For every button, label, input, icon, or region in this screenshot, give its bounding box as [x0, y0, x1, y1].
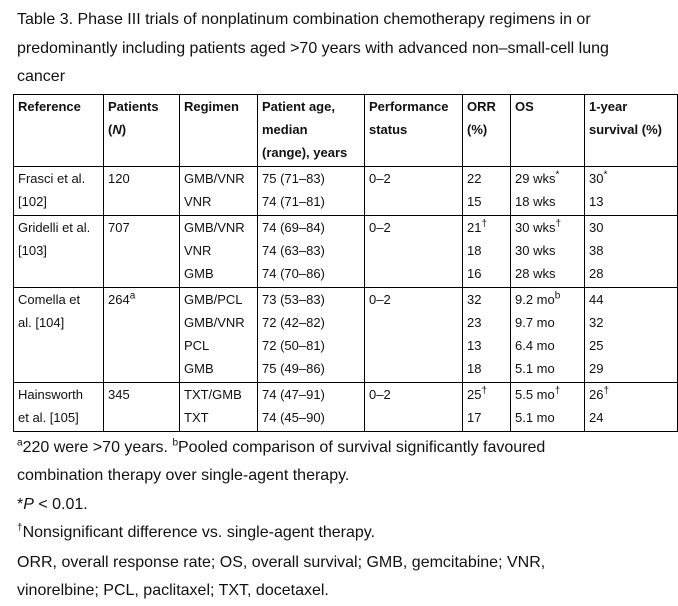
table-row	[14, 287, 678, 382]
table-row	[14, 166, 678, 215]
reference-cell: Hainsworth et al. [105]	[14, 382, 104, 431]
survival-cell: 30 38 28	[585, 215, 678, 287]
header-row	[14, 94, 678, 166]
header-regimen: Regimen	[180, 94, 258, 166]
reference-cell: Gridelli et al. [103]	[14, 215, 104, 287]
footnotes	[17, 434, 672, 606]
table-row	[14, 215, 678, 287]
header-survival: 1-year survival (%)	[585, 94, 678, 166]
patients-cell: 264$^a$	[104, 287, 180, 382]
os-cell: 9.2 $mo^b$ 9.7 mo 6.4 mo 5.1 mo	[511, 287, 585, 382]
regimen-cell: TXT/GMB TXT	[180, 382, 258, 431]
patients-cell: 707	[104, 215, 180, 287]
performance-cell: 0–2	[365, 382, 463, 431]
os-cell: 29 wks* 18 wks	[511, 166, 585, 215]
table-caption	[17, 6, 672, 92]
survival-cell: 26† 24	[585, 382, 678, 431]
caption-line: Table 3. Phase III trials of nonplatinum combination chemotherapy regimens in or	[17, 11, 591, 28]
orr-cell: 22 15	[463, 166, 511, 215]
caption-line: cancer	[17, 68, 66, 85]
header-age: Patient age, median (range), years	[258, 94, 365, 166]
header-patients-n: (N)	[108, 121, 127, 137]
footnote-b-cont: combination therapy over single-agent therapy.	[17, 467, 350, 484]
survival-cell: 30* 13	[585, 166, 678, 215]
performance-cell: 0–2	[365, 166, 463, 215]
regimen-cell: GMB/VNR VNR	[180, 166, 258, 215]
footnote-abbrev: ORR, overall response rate; OS, overall survival; GMB, gemcitabine; VNR, vinorelbine; PCL, paclitaxel; TXT, docetaxel.	[17, 553, 546, 599]
orr-cell: 21† 18 16	[463, 215, 511, 287]
reference-cell: Frasci et al. [102]	[14, 166, 104, 215]
performance-cell: 0–2	[365, 287, 463, 382]
age-cell: 75 (71–83) 74 (71–81)	[258, 166, 365, 215]
header-performance: Performance status	[365, 94, 463, 166]
orr-cell: 32 23 13 18	[463, 287, 511, 382]
age-cell: 73 (53–83) 72 (42–82) 72 (50–81) 75 (49–86)	[258, 287, 365, 382]
header-patients: Patients (N)	[104, 94, 180, 166]
trials-table	[13, 94, 678, 432]
footnote-a-b: $^a$220 were >70 years. $^b$Pooled comparison of survival significantly favoured	[17, 437, 546, 456]
regimen-cell: GMB/PCL GMB/VNR PCL GMB	[180, 287, 258, 382]
os-cell: 30 wks† 30 wks 28 wks	[511, 215, 585, 287]
patients-cell: 120	[104, 166, 180, 215]
regimen-cell: GMB/VNR VNR GMB	[180, 215, 258, 287]
footnote-dagger: †Nonsignificant difference vs. single-agent therapy.	[17, 522, 376, 541]
performance-cell: 0–2	[365, 215, 463, 287]
header-reference: Reference	[14, 94, 104, 166]
caption-line: predominantly including patients aged >70 years with advanced non–small-cell lung	[17, 39, 609, 57]
header-orr: ORR (%)	[463, 94, 511, 166]
os-cell: 5.5 mo† 5.1 mo	[511, 382, 585, 431]
footnote-star: *P < 0.01.	[17, 495, 88, 513]
reference-cell: Comella et al. [104]	[14, 287, 104, 382]
orr-cell: 25† 17	[463, 382, 511, 431]
age-cell: 74 (47–91) 74 (45–90)	[258, 382, 365, 431]
table-row	[14, 382, 678, 431]
age-cell: 74 (69–84) 74 (63–83) 74 (70–86)	[258, 215, 365, 287]
header-os: OS	[511, 94, 585, 166]
survival-cell: 44 32 25 29	[585, 287, 678, 382]
patients-cell: 345	[104, 382, 180, 431]
